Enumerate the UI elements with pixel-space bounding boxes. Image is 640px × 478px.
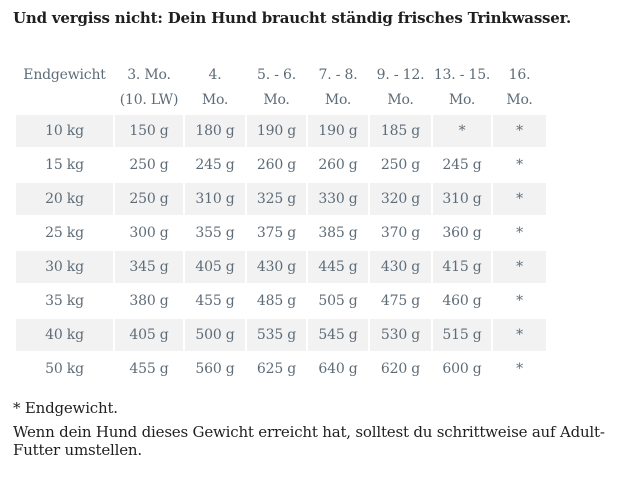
feeding-table (14, 61, 548, 387)
table-row-25kg (16, 217, 546, 249)
column-header-line1: 4. (208, 67, 222, 83)
table-cell: 430 g (370, 251, 431, 283)
column-header-line2: Mo. (263, 92, 290, 108)
weight-cell: 25 kg (16, 217, 113, 249)
table-cell: 455 g (115, 353, 183, 385)
header-row (16, 63, 546, 113)
column-header-line2: Mo. (506, 92, 533, 108)
table-row-20kg (16, 183, 546, 215)
table-cell: 360 g (433, 217, 491, 249)
table-cell: 380 g (115, 285, 183, 317)
table-row-10kg (16, 115, 546, 147)
table-cell: 620 g (370, 353, 431, 385)
column-header-line2: (10. LW) (119, 92, 179, 108)
column-header-9-12-mo (370, 63, 431, 113)
table-cell: 150 g (115, 115, 183, 147)
column-header-line1: 13. - 15. (433, 67, 491, 83)
column-header-4-mo (185, 63, 245, 113)
column-header-line2: Mo. (387, 92, 414, 108)
table-cell: * (493, 115, 546, 147)
table-cell: 535 g (247, 319, 306, 351)
table-cell: 330 g (308, 183, 368, 215)
column-header-3-mo (115, 63, 183, 113)
column-header-16-mo (493, 63, 546, 113)
table-cell: * (493, 285, 546, 317)
table-cell: 515 g (433, 319, 491, 351)
table-cell: 600 g (433, 353, 491, 385)
table-row-30kg (16, 251, 546, 283)
table-cell: 250 g (115, 183, 183, 215)
column-header-13-15-mo (433, 63, 491, 113)
table-cell: 500 g (185, 319, 245, 351)
column-header-5-6-mo (247, 63, 306, 113)
table-cell: 405 g (185, 251, 245, 283)
weight-cell: 15 kg (16, 149, 113, 181)
footnote-marker: * Endgewicht. (13, 399, 118, 417)
table-cell: * (493, 251, 546, 283)
column-header-line1: 3. Mo. (127, 67, 171, 83)
table-cell: 370 g (370, 217, 431, 249)
column-header-line2: Mo. (448, 92, 476, 108)
weight-cell: 35 kg (16, 285, 113, 317)
weight-cell: 40 kg (16, 319, 113, 351)
weight-cell: 10 kg (16, 115, 113, 147)
table-cell: 310 g (185, 183, 245, 215)
table-cell: 560 g (185, 353, 245, 385)
table-cell: * (493, 149, 546, 181)
table-cell: 415 g (433, 251, 491, 283)
column-header-7-8-mo (308, 63, 368, 113)
table-cell: * (493, 353, 546, 385)
column-header-line2: Mo. (324, 92, 352, 108)
feeding-table-body (16, 115, 546, 385)
table-cell: 485 g (247, 285, 306, 317)
table-cell: 530 g (370, 319, 431, 351)
table-cell: * (493, 217, 546, 249)
table-cell: 245 g (185, 149, 245, 181)
table-cell: 250 g (370, 149, 431, 181)
table-cell: 355 g (185, 217, 245, 249)
feeding-table-header (16, 63, 546, 113)
table-cell: 405 g (115, 319, 183, 351)
table-cell: * (493, 319, 546, 351)
table-cell: 445 g (308, 251, 368, 283)
page-title: Und vergiss nicht: Dein Hund braucht ständig frisches Trinkwasser. (13, 9, 571, 27)
table-cell: 325 g (247, 183, 306, 215)
weight-cell: 50 kg (16, 353, 113, 385)
table-cell: 430 g (247, 251, 306, 283)
table-cell: 185 g (370, 115, 431, 147)
table-cell: 190 g (247, 115, 306, 147)
column-header-line1: 5. - 6. (257, 67, 296, 83)
column-header-line2: Mo. (201, 92, 229, 108)
table-cell: 300 g (115, 217, 183, 249)
table-cell: 180 g (185, 115, 245, 147)
table-cell: 640 g (308, 353, 368, 385)
table-cell: 455 g (185, 285, 245, 317)
table-cell: 375 g (247, 217, 306, 249)
column-header-line1: 16. (508, 67, 531, 83)
table-row-40kg (16, 319, 546, 351)
table-cell: 250 g (115, 149, 183, 181)
table-row-35kg (16, 285, 546, 317)
table-cell: 625 g (247, 353, 306, 385)
table-cell: 475 g (370, 285, 431, 317)
table-cell: * (433, 115, 491, 147)
table-cell: 245 g (433, 149, 491, 181)
table-cell: * (493, 183, 546, 215)
column-header-line1: Endgewicht (23, 67, 106, 83)
table-row-50kg (16, 353, 546, 385)
table-cell: 260 g (308, 149, 368, 181)
table-cell: 545 g (308, 319, 368, 351)
column-header-line1: 9. - 12. (376, 67, 425, 83)
table-cell: 505 g (308, 285, 368, 317)
column-header-endgewicht (16, 63, 113, 113)
table-cell: 385 g (308, 217, 368, 249)
table-cell: 310 g (433, 183, 491, 215)
table-cell: 260 g (247, 149, 306, 181)
footnote-text: Wenn dein Hund dieses Gewicht erreicht hat, solltest du schrittweise auf Adult-Futter umstellen. (13, 423, 605, 459)
table-cell: 320 g (370, 183, 431, 215)
weight-cell: 20 kg (16, 183, 113, 215)
table-cell: 345 g (115, 251, 183, 283)
table-row-15kg (16, 149, 546, 181)
table-cell: 460 g (433, 285, 491, 317)
table-cell: 190 g (308, 115, 368, 147)
column-header-line1: 7. - 8. (318, 67, 358, 83)
weight-cell: 30 kg (16, 251, 113, 283)
